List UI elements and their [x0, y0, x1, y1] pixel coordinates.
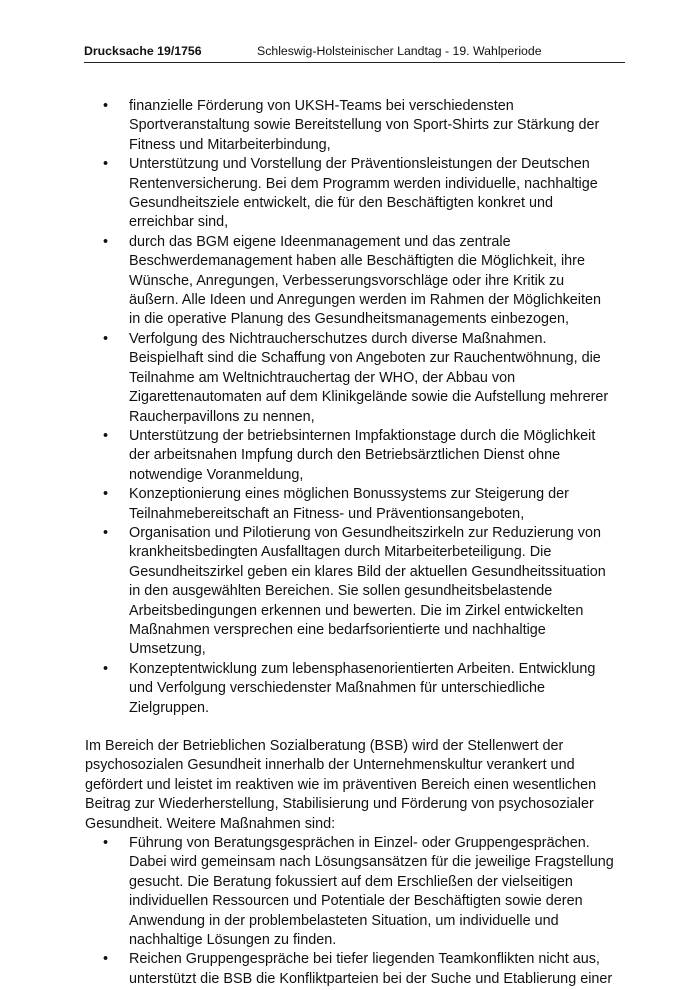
list-item	[85, 950, 615, 989]
page-body	[85, 97, 615, 989]
list-item	[103, 233, 615, 330]
document-number: Drucksache 19/1756	[84, 44, 202, 58]
list-item	[103, 97, 615, 155]
list-item-text: Verfolgung des Nichtraucherschutzes durch diverse Maßnahmen. Beispielhaft sind die Schaffung von Angeboten zur Rauchentwöhnung, die Teilnahme am Weltnichtrauchertag der WHO, der Abbau von Zigarettenautomaten auf dem Klinikgelände sowie die Aufstellung mehrerer Raucherpavillons zu nennen,	[129, 330, 609, 425]
list-item-text: Unterstützung und Vorstellung der Präventionsleistungen der Deutschen Rentenversicherung. Bei dem Programm werden individuelle, nachhaltige Gesundheitsziele entwickelt, die für den Beschäftigten konkret und erreichbar sind,	[129, 156, 598, 231]
list-item-text: Konzeptentwicklung zum lebensphasenorientierten Arbeiten. Entwicklung und Verfolgung verschiedenster Maßnahmen für unterschiedliche Zielgruppen.	[129, 660, 596, 716]
bsb-measures-list	[85, 834, 615, 989]
spacer	[103, 718, 615, 737]
bsb-paragraph: Im Bereich der Betrieblichen Sozialberatung (BSB) wird der Stellenwert der psychosozialen Gesundheit innerhalb der Unternehmenskultur verankert und gefördert und leistet im reaktiven wie im präventiven Bereich einen wesentlichen Beitrag zur Wiederherstellung, Stabilisierung und Förderung von psychosozialer Gesundheit. Weitere Maßnahmen sind:	[85, 738, 597, 832]
list-item-text: Organisation und Pilotierung von Gesundheitszirkeln zur Reduzierung von krankheitsbedingten Ausfalltagen durch Mitarbeiterbeteiligung. Die Gesundheitszirkel geben ein klares Bild der aktuellen Gesundheitssituation in den ausgewählten Bereichen. Sie sollen gesundheitsbelastende Arbeitsbedingungen erkennen und bewerten. Die im Zirkel entwickelten Maßnahmen versprechen eine bedarfsorientierte und nachhaltige Umsetzung,	[129, 524, 606, 658]
list-item-text: Reichen Gruppengespräche bei tiefer liegenden Teamkonflikten nicht aus, unterstützt die BSB die Konfliktparteien bei der Suche und Etablierung einer	[129, 951, 613, 987]
bullet-icon: •	[103, 98, 109, 114]
bullet-icon: •	[103, 835, 109, 852]
list-item-text: Unterstützung der betriebsinternen Impfaktionstage durch die Möglichkeit der arbeitsnahen Impfung durch den Betriebsärztlichen Dienst ohne notwendige Voranmeldung,	[129, 427, 596, 483]
list-item	[103, 660, 615, 718]
bullet-icon: •	[103, 330, 109, 347]
bullet-icon: •	[103, 156, 109, 173]
parliament-title: Schleswig-Holsteinischer Landtag - 19. Wahlperiode	[257, 44, 542, 58]
list-item-text: finanzielle Förderung von UKSH-Teams bei verschiedensten Sportveranstaltung sowie Bereitstellung von Sport-Shirts zur Stärkung der Fitness und Mitarbeiterbindung,	[129, 98, 600, 153]
list-item	[103, 524, 615, 660]
measures-list	[103, 97, 615, 718]
bullet-icon: •	[103, 427, 109, 444]
list-item	[103, 485, 615, 524]
list-item-text: Konzeptionierung eines möglichen Bonussystems zur Steigerung der Teilnahmebereitschaft an Fitness- und Präventionsangeboten,	[129, 486, 569, 522]
list-item	[85, 834, 615, 950]
list-item-text: durch das BGM eigene Ideenmanagement und das zentrale Beschwerdemanagement haben alle Beschäftigten die Möglichkeit, ihre Wünsche, Anregungen, Verbesserungsvorschläge oder ihre Kritik zu äußern. Alle Ideen und Anregungen werden im Rahmen der Möglichkeiten in die operative Planung des Gesundheitsmanagements einbezogen,	[129, 233, 601, 328]
bullet-icon: •	[103, 486, 109, 503]
bullet-icon: •	[103, 524, 109, 541]
bullet-icon: •	[103, 233, 109, 250]
list-item	[103, 427, 615, 485]
list-item-text: Führung von Beratungsgesprächen in Einzel- oder Gruppengesprächen. Dabei wird gemeinsam nach Lösungsansätzen für die jeweilige Fragstellung gesucht. Die Beratung fokussiert auf dem Erschließen der vielseitigen individuellen Ressourcen und Potentiale der Beschäftigten sowie deren Anwendung in der problembelasteten Situation, um individuelle und nachhaltige Lösungen zu finden.	[129, 835, 614, 949]
bullet-icon: •	[103, 951, 109, 968]
list-item	[103, 155, 615, 233]
list-item	[103, 330, 615, 427]
page-header	[84, 40, 625, 63]
bullet-icon: •	[103, 660, 109, 677]
